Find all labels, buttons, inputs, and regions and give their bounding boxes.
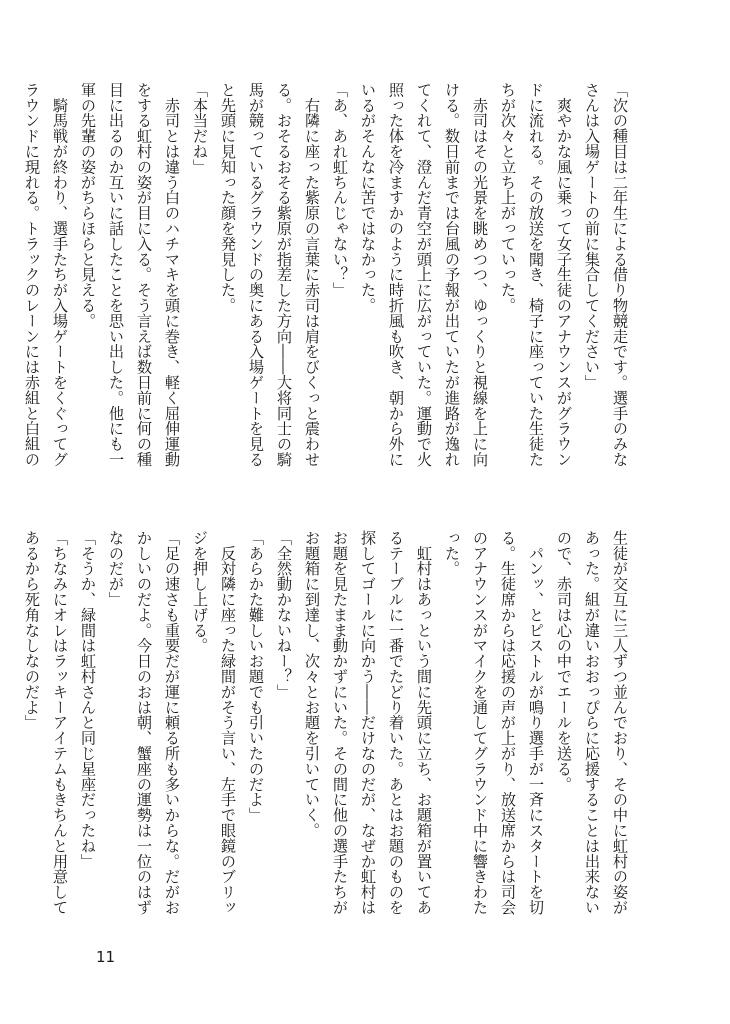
text-line: お題箱に到達し、次々とお題を引いていく。 (303, 530, 321, 838)
page-number: 11 (96, 948, 116, 966)
text-line: お題を見たまま動かずにいた。その間に他の選手たちが (331, 530, 349, 915)
text-line: 「あらかた難しいお題でも引いたのだよ」 (247, 530, 265, 823)
text-line: をする虹村の姿が目に入る。そう言えば数日前に何の種 (135, 82, 153, 467)
text-line: る。おそるおそる紫原が指差した方向――大将同士の騎 (275, 82, 293, 467)
text-line: 赤司とは違う白のハチマキを頭に巻き、軽く屈伸運動 (163, 82, 181, 467)
text-line: 「足の速さも重要だが運に頼る所も多いからな。だがお (163, 530, 181, 915)
text-line: 照った体を冷ますかのように時折風も吹き、朝から外に (387, 82, 405, 467)
upper-text-block (23, 82, 634, 500)
text-line: 目に出るのか互いに話したことを思い出した。他にも一 (107, 82, 125, 467)
text-line: 「そうか、緑間は虹村さんと同じ星座だったね」 (79, 530, 97, 869)
text-line: なのだが」 (107, 530, 125, 607)
text-line: あるから死角なしなのだよ」 (23, 530, 41, 731)
text-line: 騎馬戦が終わり、選手たちが入場ゲートをくぐってグ (51, 82, 69, 467)
text-line: さんは入場ゲートの前に集合してください」 (583, 82, 601, 390)
text-line: ドに流れる。その放送を聞き、椅子に座っていた生徒た (527, 82, 545, 467)
text-line: 探してゴールに向かう――だけなのだが、なぜか虹村は (359, 530, 377, 915)
text-line: ちが次々と立ち上がっていった。 (499, 82, 517, 313)
text-line: てくれて、澄んだ青空が頭上に広がっていた。運動で火 (415, 82, 433, 467)
text-line: った。 (443, 530, 461, 577)
text-line: かしいのだよ。今日のおは朝、蟹座の運勢は一位のはず (135, 530, 153, 915)
text-line: ジを押し上げる。 (191, 530, 209, 654)
lower-text-block (23, 530, 634, 950)
text-line: 軍の先輩の姿がちらほらと見える。 (79, 82, 97, 329)
text-line: るテーブルに一番でたどり着いた。あとはお題のものを (387, 530, 405, 915)
text-line: 赤司はその光景を眺めつつ、ゆっくりと視線を上に向 (471, 82, 489, 467)
text-line: 虹村はあっという間に先頭に立ち、お題箱が置いてあ (415, 530, 433, 915)
text-line: ける。数日前までは台風の予報が出ていたが進路が逸れ (443, 82, 461, 467)
text-line: のアナウンスがマイクを通してグラウンド中に響きわた (471, 530, 489, 915)
text-line: 「ちなみにオレはラッキーアイテムもきちんと用意して (51, 530, 69, 915)
text-line: 「本当だね」 (191, 82, 209, 175)
text-line: あった。組が違いおおっぴらに応援することは出来ない (583, 530, 601, 915)
text-line: 爽やかな風に乗って女子生徒のアナウンスがグラウン (555, 82, 573, 467)
text-line: 反対隣に座った緑間がそう言い、左手で眼鏡のブリッ (219, 530, 237, 915)
text-line: ので、赤司は心の中でエールを送る。 (555, 530, 573, 792)
text-line: 馬が競っているグラウンドの奥にある入場ゲートを見る (247, 82, 265, 467)
text-line: いるがそんなに苦ではなかった。 (359, 82, 377, 313)
text-line: と先頭に見知った顔を発見した。 (219, 82, 237, 313)
text-line: 右隣に座った紫原の言葉に赤司は肩をびくっと震わせ (303, 82, 321, 467)
text-line: ラウンドに現れる。トラックのレーンには赤組と白組の (23, 82, 41, 467)
text-line: 「あ、あれ虹ちんじゃない？」 (331, 82, 349, 298)
text-line: る。生徒席からは応援の声が上がり、放送席からは司会 (499, 530, 517, 915)
text-line: パンッ、とピストルが鳴り選手が一斉にスタートを切 (527, 530, 545, 915)
text-line: 「全然動かないねー？」 (275, 530, 293, 700)
text-line: 「次の種目は二年生による借り物競走です。選手のみな (611, 82, 629, 467)
text-line: 生徒が交互に三人ずつ並んでおり、その中に虹村の姿が (611, 530, 629, 915)
